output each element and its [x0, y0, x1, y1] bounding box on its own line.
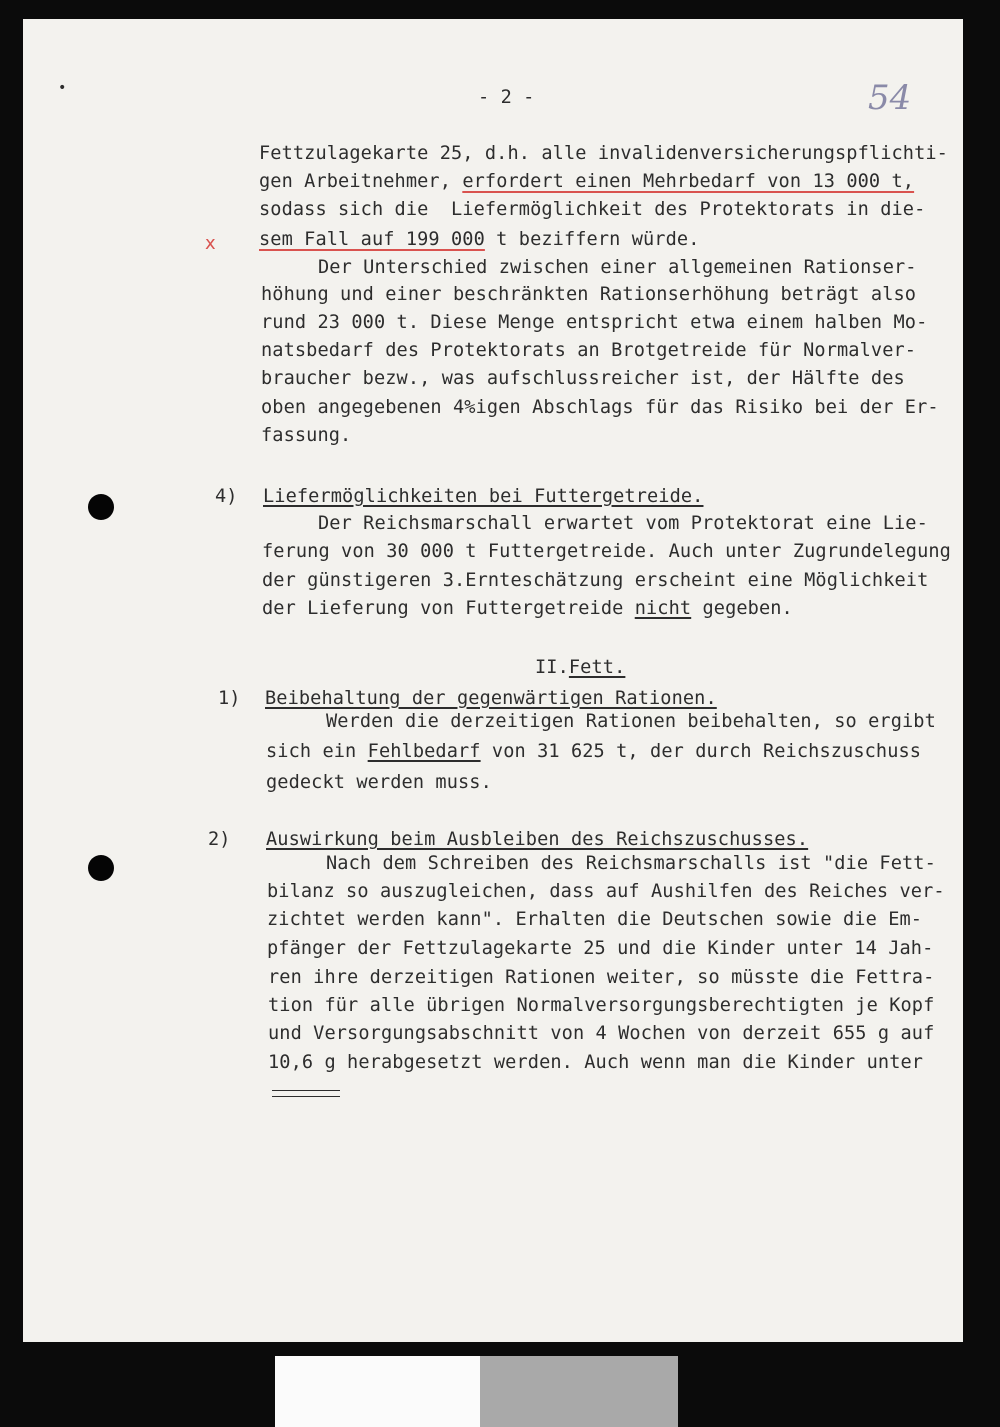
- text-line: der günstigeren 3.Ernteschätzung erscheint eine Möglichkeit: [262, 570, 929, 591]
- text-line: braucher bezw., was aufschlussreicher ist, der Hälfte des: [261, 368, 905, 389]
- text-line: rund 23 000 t. Diese Menge entspricht etwa einem halben Mo-: [261, 312, 928, 333]
- section-heading: Beibehaltung der gegenwärtigen Rationen.: [265, 688, 717, 709]
- text-line: sem Fall auf 199 000 t beziffern würde.: [259, 229, 700, 250]
- section-heading: Auswirkung beim Ausbleiben des Reichszuschusses.: [266, 829, 809, 850]
- text-line: tion für alle übrigen Normalversorgungsberechtigten je Kopf: [268, 995, 935, 1016]
- punch-hole-top: [88, 494, 114, 520]
- text-line: und Versorgungsabschnitt von 4 Wochen von derzeit 655 g auf: [268, 1023, 935, 1044]
- text-line: gedeckt werden muss.: [266, 772, 492, 793]
- text-line: zichtet werden kann". Erhalten die Deutschen sowie die Em-: [267, 909, 923, 930]
- handwritten-folio-number: 54: [868, 78, 912, 118]
- section-number: 1): [218, 688, 241, 709]
- section-number: 2): [208, 829, 231, 850]
- text-line: gen Arbeitnehmer, erfordert einen Mehrbedarf von 13 000 t,: [259, 171, 915, 192]
- punch-hole-bottom: [88, 855, 114, 881]
- text-line: oben angegebenen 4%igen Abschlags für das Risiko bei der Er-: [261, 397, 939, 418]
- text-line: fassung.: [261, 425, 352, 446]
- text-line: Der Unterschied zwischen einer allgemeinen Rationser-: [318, 257, 917, 278]
- ink-dot: •: [58, 80, 67, 96]
- red-margin-mark: x: [205, 233, 216, 254]
- page-number: - 2 -: [478, 87, 535, 108]
- calibration-strip-grey: [480, 1356, 678, 1427]
- text-line: Der Reichsmarschall erwartet vom Protektorat eine Lie-: [318, 513, 928, 534]
- section-heading: Liefermöglichkeiten bei Futtergetreide.: [263, 486, 704, 507]
- text-line: natsbedarf des Protektorats an Brotgetreide für Normalver-: [261, 340, 917, 361]
- text-line: der Lieferung von Futtergetreide nicht gegeben.: [262, 598, 793, 619]
- text-line: sodass sich die Liefermöglichkeit des Protektorats in die-: [259, 199, 926, 220]
- text-line: pfänger der Fettzulagekarte 25 und die Kinder unter 14 Jah-: [267, 938, 934, 959]
- text-line: ren ihre derzeitigen Rationen weiter, so müsste die Fettra-: [268, 967, 935, 988]
- text-line: höhung und einer beschränkten Rationserhöhung beträgt also: [261, 284, 917, 305]
- text-line: ferung von 30 000 t Futtergetreide. Auch unter Zugrundelegung: [262, 541, 951, 562]
- text-line: 10,6 g herabgesetzt werden. Auch wenn man die Kinder unter: [268, 1052, 924, 1073]
- text-line: sich ein Fehlbedarf von 31 625 t, der durch Reichszuschuss: [266, 741, 922, 762]
- calibration-strip-white: [275, 1356, 480, 1427]
- double-underline-mark: [272, 1090, 340, 1097]
- section-title: II.Fett.: [535, 657, 626, 678]
- text-line: Nach dem Schreiben des Reichsmarschalls ist "die Fett-: [326, 853, 936, 874]
- text-line: Fettzulagekarte 25, d.h. alle invalidenversicherungspflichti-: [259, 143, 948, 164]
- section-number: 4): [215, 486, 238, 507]
- text-line: Werden die derzeitigen Rationen beibehalten, so ergibt: [326, 711, 936, 732]
- text-line: bilanz so auszugleichen, dass auf Aushilfen des Reiches ver-: [267, 881, 945, 902]
